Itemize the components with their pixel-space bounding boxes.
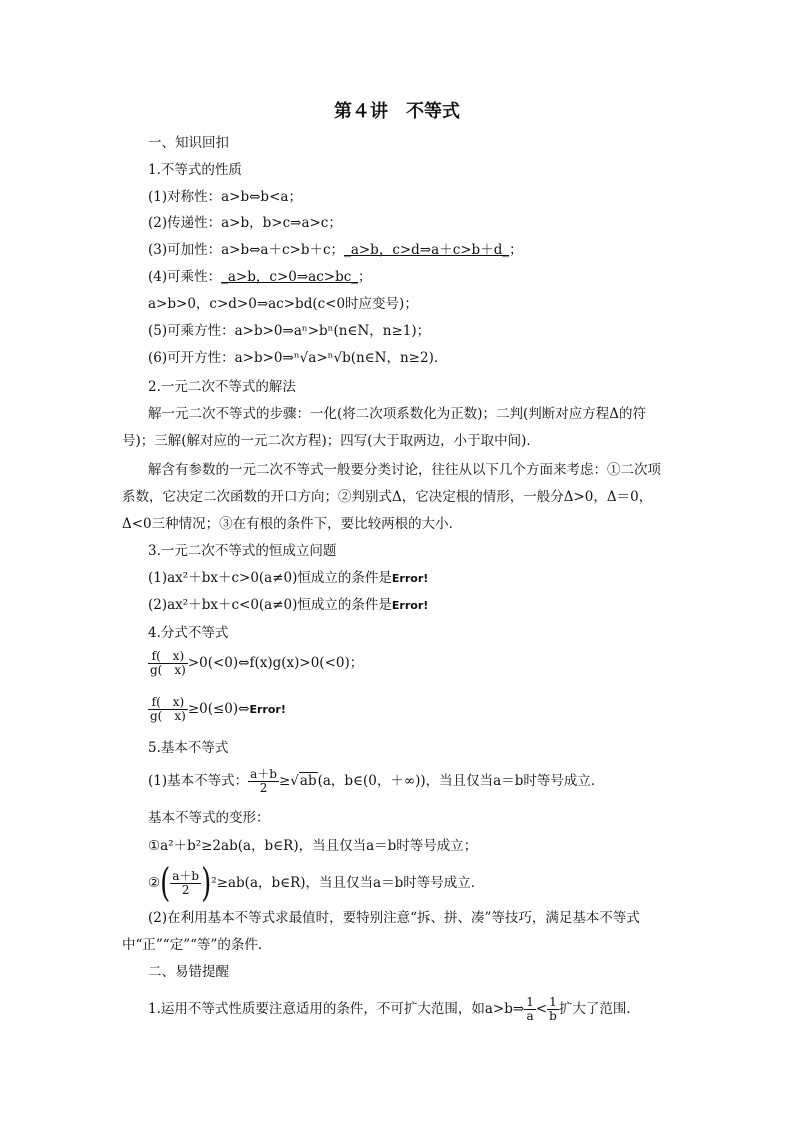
page-title: 第４讲 不等式 (334, 101, 460, 122)
basic-note-line1: (2)在利用基本不等式求最值时，要特别注意“拆、拼、凑”等技巧，满足基本不等式 (148, 910, 640, 926)
heading-ineq-properties: 1.不等式的性质 (148, 162, 242, 178)
basic-deformation-2: ②( $\frac{a+b}{2}$ )²≥ab(a，b∈R)，当且仅当a＝b时等号成立． (148, 861, 485, 906)
heading-always-true: 3.一元二次不等式的恒成立问题 (148, 543, 337, 559)
answer-blank-additivity: _a>b，c>d⇒a＋c>b＋d_ (344, 242, 510, 258)
quadratic-para1-line2: 号)；三解(解对应的一元二次方程)；四写(大于取两边，小于取中间)． (122, 433, 540, 449)
section-heading-knowledge: 一、知识回扣 (148, 135, 229, 151)
quadratic-para2-line1: 解含有参数的一元二次不等式一般要分类讨论，往往从以下几个方面来考虑：①二次项 (148, 462, 661, 478)
basic-deformation-1: ①a²＋b²≥2ab(a，b∈R)，当且仅当a＝b时等号成立； (148, 838, 478, 854)
property-transitivity: (2)传递性：a>b，b>c⇒a>c； (148, 215, 342, 231)
quadratic-para2-line2: 系数，它决定二次函数的开口方向；②判别式Δ，它决定根的情形，一般分Δ>0，Δ＝0， (122, 489, 653, 505)
always-condition-negative: (2)ax²＋bx＋c<0(a≠0)恒成立的条件是Error! (148, 597, 429, 613)
basic-inequality-statement: (1)基本不等式： $\frac{a+b}{2}$ ≥√ab(a，b∈(0，＋∞))，当且仅当a＝b时等号成立． (148, 767, 605, 795)
heading-quadratic: 2.一元二次不等式的解法 (148, 379, 296, 395)
basic-deformations-label: 基本不等式的变形： (148, 810, 270, 826)
property-symmetry: (1)对称性：a>b⇔b<a； (148, 189, 302, 205)
property-additivity: (3)可加性：a>b⇔a＋c>b＋c；_a>b，c>d⇒a＋c>b＋d_； (148, 242, 523, 258)
pitfall-1: 1.运用不等式性质要注意适用的条件，不可扩大范围，如a>b⇒ $\frac{1}{a}$ < $\frac{1}{b}$ 扩大了范围． (148, 995, 640, 1023)
fractional-rule-2: $\frac{f( x)}{g( x)}$ ≥0(≤0)⇔Error! (150, 695, 286, 723)
property-power: (5)可乘方性：a>b>0⇒aⁿ>bⁿ(n∈N，n≥1)； (148, 323, 431, 339)
property-multiplicativity: (4)可乘性：_a>b，c>0⇒ac>bc_； (148, 269, 372, 285)
quadratic-para2-line3: Δ<0三种情况；③在有根的条件下，要比较两根的大小． (122, 516, 463, 532)
heading-fractional: 4.分式不等式 (148, 625, 229, 641)
fractional-rule-1: $\frac{f( x)}{g( x)}$ >0(<0)⇔f(x)g(x)>0(<0)； (150, 649, 364, 677)
property-multiplicativity-2: a>b>0，c>d>0⇒ac>bd(c<0时应变号)； (148, 296, 418, 312)
heading-basic-inequality: 5.基本不等式 (148, 740, 229, 756)
property-root: (6)可开方性：a>b>0⇒ⁿ√a>ⁿ√b(n∈N，n≥2)． (148, 350, 448, 366)
always-condition-positive: (1)ax²＋bx＋c>0(a≠0)恒成立的条件是Error! (148, 570, 429, 586)
basic-note-line2: 中“正”“定”“等”的条件． (122, 937, 272, 953)
answer-blank-multiplicativity: _a>b，c>0⇒ac>bc_ (221, 269, 359, 285)
quadratic-para1-line1: 解一元二次不等式的步骤：一化(将二次项系数化为正数)；二判(判断对应方程Δ的符 (148, 406, 647, 422)
section-heading-pitfalls: 二、易错提醒 (148, 964, 229, 980)
